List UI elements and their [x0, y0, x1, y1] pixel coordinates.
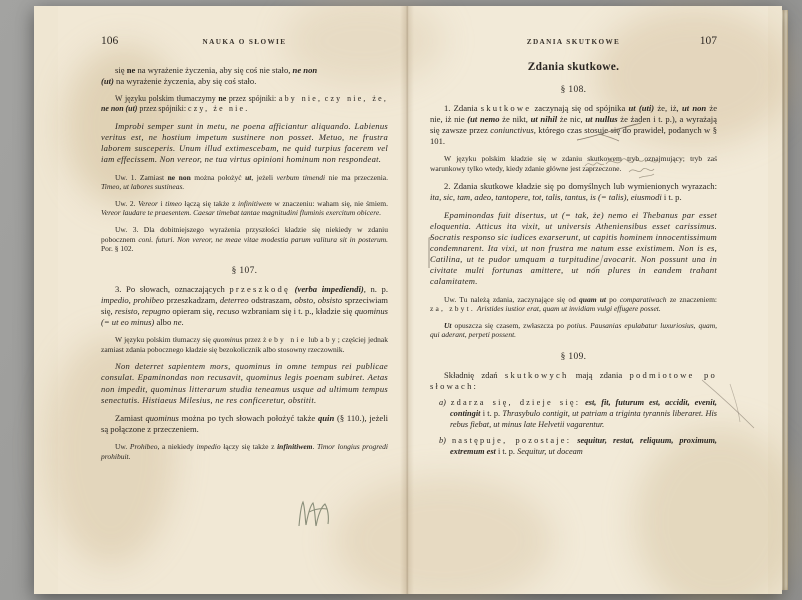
note: Uw. Prohibeo, a niekiedy impedio łączy się także z infinitiwem. Timor longius progredi prohibuit.: [101, 441, 388, 461]
paragraph-continued: (ut) na wyrażenie życzenia, aby się coś stało.: [101, 76, 257, 87]
paragraph: Zamiast quominus można po tych słowach położyć także quin (§ 110.), jeżeli są połączone z przeczeniem.: [101, 412, 388, 434]
paragraph: W języku polskim tłumaczy się quominus przez żeby nie lub aby; częściej jednak zamiast zdania pobocznego kładzie się bezokolicznik albo stosowny rzeczownik.: [101, 335, 389, 354]
paragraph: się ne na wyrażenie życzenia, aby się coś nie stało, ne non: [115, 65, 318, 75]
running-head-text-right: ZDANIA SKUTKOWE: [526, 38, 621, 46]
list-item: a) zdarza się, dzieje się: est, fit, futurum est, accidit, evenit, contingit i t. p. Thrasybulo contigit, ut patriam a triginta tyrannis liberaret. His rebus fiebat, ut minus late Helvetii vagarentur.: [439, 398, 717, 429]
latin-example: Epaminondas fuit disertus, ut (= tak, że) nemo ei Thebanus par esset eloquentia. Atticus ita vixit, ut universis Atheniensibus esset carissimus. Socratis responso sic iudices exarserunt, ut capitis hominem innocentissimum condemnarent. Ita vixi, ut non frustra me natum esse existimem. Non is es, Catilina, ut te pudor umquam a turpitudine avocarit. Non possunt una in civitate multi fortunas amittere, ut non plures in eandem trahant calamitatem.: [430, 209, 717, 287]
list-item: b) następuje, pozostaje: sequitur, restat, reliquum, proximum, extremum est i t. p. Sequitur, ut doceam: [439, 436, 717, 456]
section-number: § 108.: [560, 85, 587, 95]
paragraph: 2. Zdania skutkowe kładzie się po domyślnych lub wymienionych wyrazach: ita, sic, tam, adeo, tantopere, tot, talis, tantus, is (= talis), eiusmodi i t. p.: [430, 180, 717, 202]
section-number: § 107.: [231, 265, 258, 276]
page-right-body: [430, 85, 717, 458]
note: Uw. 2. Vereor i timeo łączą się także z infinitiwem w znaczeniu: waham się, nie śmiem. Vereor laudare te praesentem. Caesar timebat tantae magnitudini fluminis exercitum obicere.: [101, 198, 388, 218]
latin-example: Improbi semper sunt in metu, ne poena afficiantur aliquando. Labienus veritus est, ne hostium impetum sustinere non posset. Metuo, ne frustra laborem susceperis. Unum illud extimescebam, ne quid turpius facerem vel iam effecissem. Non vereor, ne tua virtus opinioni hominum non respondeat.: [101, 121, 388, 165]
paragraph: 1. Zdania skutkowe zaczynają się od spójnika ut (uti) że, iż, ut non że nie, iż nie (ut nemo że nikt, ut nihil że nic, ut nullus że żaden i t. p.), a wyrażają się zawsze przez coniunctivus, którego czas stosuje się do prawideł, podanych w § 101.: [430, 103, 718, 147]
paragraph: 3. Po słowach, oznaczających przeszkodę (verba impediendi), n. p. impedio, prohibeo przeszkadzam, deterreo odstraszam, obsto, obsisto sprzeciwiam się, resisto, repugno opieram się, recuso wzbraniam się i t. p., kładzie się quominus (= ut eo minus) albo ne.: [101, 283, 389, 328]
page-left-body: [101, 65, 388, 461]
paragraph: W języku polskim kładzie się w zdaniu skutkowem tryb oznajmujący; tryb zaś warunkowy tylko wtedy, kiedy zdanie główne jest zaprzeczone.: [430, 154, 717, 174]
page-title: Zdania skutkowe.: [527, 61, 620, 73]
folio-number-right: 107: [699, 35, 717, 47]
paragraph: W języku polskim tłumaczymy ne przez spójniki: aby nie, czy nie, że, ne non (ut) przez spójniki: czy, że nie.: [101, 94, 388, 114]
list-item-marker: b): [439, 436, 446, 446]
page-right: [430, 35, 718, 458]
note: Uw. 1. Zamiast ne non można położyć ut, jeżeli verbum timendi nie ma przeczenia. Timeo, ut labores sustineas.: [101, 172, 388, 192]
page-left: [101, 35, 389, 461]
note: Uw. 3. Dla dobitniejszego wyrażenia przyszłości kładzie się niekiedy w zdaniu pobocznem coni. futuri. Non vereor, ne meae vitae modestia parum valitura sit in posterum. Por. § 102.: [101, 224, 388, 254]
running-head-left: [101, 35, 388, 58]
note: Ut opuszcza się czasem, zwłaszcza po potius. Pausanias epulabatur luxuriosius, quam, qui aderant, perpeti possent.: [430, 320, 717, 340]
section-number: § 109.: [560, 351, 587, 362]
list-item-marker: a): [439, 398, 446, 408]
latin-example: Non deterret sapientem mors, quominus in omne tempus rei publicae consulat. Epaminondas non recusavit, quominus legis poenam subiret. Aetas non impedit, quominus litterarum studia teneamus usque ad ultimum tempus senectutis. Histiaeus Milesius, ne res conficeretur, obstitit.: [101, 361, 388, 405]
running-head-right: [430, 35, 717, 58]
paragraph: Składnię zdań skutkowych mają zdania podmiotowe po słowach:: [430, 369, 717, 392]
running-head-text-left: NAUKA O SŁOWIE: [202, 38, 287, 46]
folio-number-left: 106: [101, 35, 119, 47]
note: Uw. Tu należą zdania, zaczynające się od quam ut po comparatiwach ze znaczeniem: za, zbyt. Aristides iustior erat, quam ut invidiam vulgi effugere posset.: [430, 294, 718, 314]
